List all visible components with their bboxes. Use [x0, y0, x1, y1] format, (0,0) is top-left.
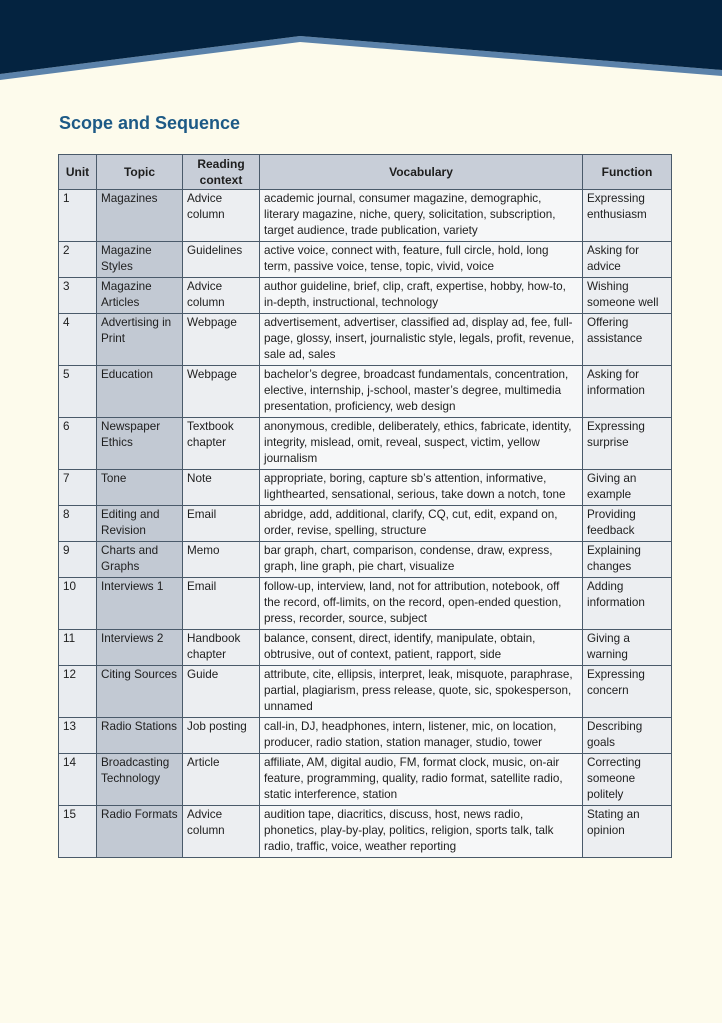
unit-number: 1	[59, 190, 97, 242]
reading-context-cell: Email	[183, 578, 260, 630]
vocabulary-cell: audition tape, diacritics, discuss, host, news radio, phonetics, play-by-play, politics, religion, sports talk, talk radio, traffic, voice, weather reporting	[260, 806, 583, 858]
header-reading-context: Reading context	[183, 155, 260, 190]
reading-context-cell: Guide	[183, 666, 260, 718]
reading-context-cell: Job posting	[183, 718, 260, 754]
unit-number: 8	[59, 506, 97, 542]
unit-number: 15	[59, 806, 97, 858]
function-cell: Giving a warning	[583, 630, 672, 666]
topic-cell: Charts and Graphs	[97, 542, 183, 578]
vocabulary-cell: call-in, DJ, headphones, intern, listener, mic, on location, producer, radio station, station manager, studio, tower	[260, 718, 583, 754]
reading-context-cell: Handbook chapter	[183, 630, 260, 666]
table-row	[59, 754, 672, 806]
topic-cell: Interviews 2	[97, 630, 183, 666]
topic-cell: Magazines	[97, 190, 183, 242]
page-title: Scope and Sequence	[59, 113, 241, 133]
vocabulary-cell: balance, consent, direct, identify, manipulate, obtain, obtrusive, out of context, patient, rapport, side	[260, 630, 583, 666]
topic-cell: Tone	[97, 470, 183, 506]
vocabulary-cell: active voice, connect with, feature, full circle, hold, long term, passive voice, tense, topic, vivid, voice	[260, 242, 583, 278]
vocabulary-cell: bar graph, chart, comparison, condense, draw, express, graph, line graph, pie chart, visualize	[260, 542, 583, 578]
unit-number: 9	[59, 542, 97, 578]
table-row	[59, 314, 672, 366]
header-topic: Topic	[97, 155, 183, 190]
function-cell: Describing goals	[583, 718, 672, 754]
table-row	[59, 666, 672, 718]
function-cell: Explaining changes	[583, 542, 672, 578]
table-row	[59, 542, 672, 578]
unit-number: 7	[59, 470, 97, 506]
unit-number: 2	[59, 242, 97, 278]
vocabulary-cell: advertisement, advertiser, classified ad, display ad, fee, full-page, glossy, insert, journalistic style, legals, profit, revenue, sale ad, sales	[260, 314, 583, 366]
topic-cell: Radio Formats	[97, 806, 183, 858]
function-cell: Expressing surprise	[583, 418, 672, 470]
topic-cell: Broadcasting Technology	[97, 754, 183, 806]
function-cell: Adding information	[583, 578, 672, 630]
topic-cell: Editing and Revision	[97, 506, 183, 542]
reading-context-cell: Advice column	[183, 190, 260, 242]
vocabulary-cell: anonymous, credible, deliberately, ethics, fabricate, identity, integrity, mislead, omit, reveal, suspect, victim, yellow journalism	[260, 418, 583, 470]
topic-cell: Interviews 1	[97, 578, 183, 630]
unit-number: 4	[59, 314, 97, 366]
table-row	[59, 418, 672, 470]
unit-number: 5	[59, 366, 97, 418]
reading-context-cell: Advice column	[183, 806, 260, 858]
reading-context-cell: Textbook chapter	[183, 418, 260, 470]
reading-context-cell: Webpage	[183, 366, 260, 418]
unit-number: 14	[59, 754, 97, 806]
unit-number: 10	[59, 578, 97, 630]
table-row	[59, 278, 672, 314]
reading-context-cell: Memo	[183, 542, 260, 578]
topic-cell: Magazine Articles	[97, 278, 183, 314]
table-row	[59, 506, 672, 542]
table-row	[59, 190, 672, 242]
vocabulary-cell: follow-up, interview, land, not for attribution, notebook, off the record, off-limits, on the record, open-ended question, press, recorder, source, subject	[260, 578, 583, 630]
vocabulary-cell: bachelor’s degree, broadcast fundamentals, concentration, elective, internship, j-school, master’s degree, multimedia presentation, proficiency, web design	[260, 366, 583, 418]
unit-number: 3	[59, 278, 97, 314]
vocabulary-cell: affiliate, AM, digital audio, FM, format clock, music, on-air feature, programming, quality, radio format, satellite radio, static interference, station	[260, 754, 583, 806]
table-row	[59, 242, 672, 278]
table-row	[59, 366, 672, 418]
table-row	[59, 718, 672, 754]
function-cell: Expressing enthusiasm	[583, 190, 672, 242]
function-cell: Offering assistance	[583, 314, 672, 366]
header-band	[0, 0, 722, 80]
topic-cell: Magazine Styles	[97, 242, 183, 278]
unit-number: 6	[59, 418, 97, 470]
vocabulary-cell: academic journal, consumer magazine, demographic, literary magazine, niche, query, solicitation, subscription, target audience, trade publication, variety	[260, 190, 583, 242]
table-row	[59, 630, 672, 666]
topic-cell: Citing Sources	[97, 666, 183, 718]
unit-number: 12	[59, 666, 97, 718]
function-cell: Giving an example	[583, 470, 672, 506]
reading-context-cell: Webpage	[183, 314, 260, 366]
topic-cell: Advertising in Print	[97, 314, 183, 366]
table-header-row	[59, 155, 672, 190]
vocabulary-cell: abridge, add, additional, clarify, CQ, cut, edit, expand on, order, revise, spelling, structure	[260, 506, 583, 542]
function-cell: Providing feedback	[583, 506, 672, 542]
function-cell: Correcting someone politely	[583, 754, 672, 806]
topic-cell: Education	[97, 366, 183, 418]
scope-sequence-table	[58, 154, 672, 858]
vocabulary-cell: attribute, cite, ellipsis, interpret, leak, misquote, paraphrase, partial, plagiarism, press release, quote, sic, spokesperson, unnamed	[260, 666, 583, 718]
function-cell: Asking for information	[583, 366, 672, 418]
reading-context-cell: Note	[183, 470, 260, 506]
function-cell: Asking for advice	[583, 242, 672, 278]
reading-context-cell: Article	[183, 754, 260, 806]
function-cell: Wishing someone well	[583, 278, 672, 314]
topic-cell: Radio Stations	[97, 718, 183, 754]
unit-number: 11	[59, 630, 97, 666]
vocabulary-cell: appropriate, boring, capture sb’s attention, informative, lighthearted, sensational, serious, take down a notch, tone	[260, 470, 583, 506]
vocabulary-cell: author guideline, brief, clip, craft, expertise, hobby, how-to, in-depth, instructional, technology	[260, 278, 583, 314]
table-row	[59, 578, 672, 630]
reading-context-cell: Guidelines	[183, 242, 260, 278]
function-cell: Stating an opinion	[583, 806, 672, 858]
table-row	[59, 470, 672, 506]
unit-number: 13	[59, 718, 97, 754]
header-vocabulary: Vocabulary	[260, 155, 583, 190]
table-row	[59, 806, 672, 858]
reading-context-cell: Advice column	[183, 278, 260, 314]
topic-cell: Newspaper Ethics	[97, 418, 183, 470]
function-cell: Expressing concern	[583, 666, 672, 718]
reading-context-cell: Email	[183, 506, 260, 542]
header-function: Function	[583, 155, 672, 190]
header-unit: Unit	[59, 155, 97, 190]
